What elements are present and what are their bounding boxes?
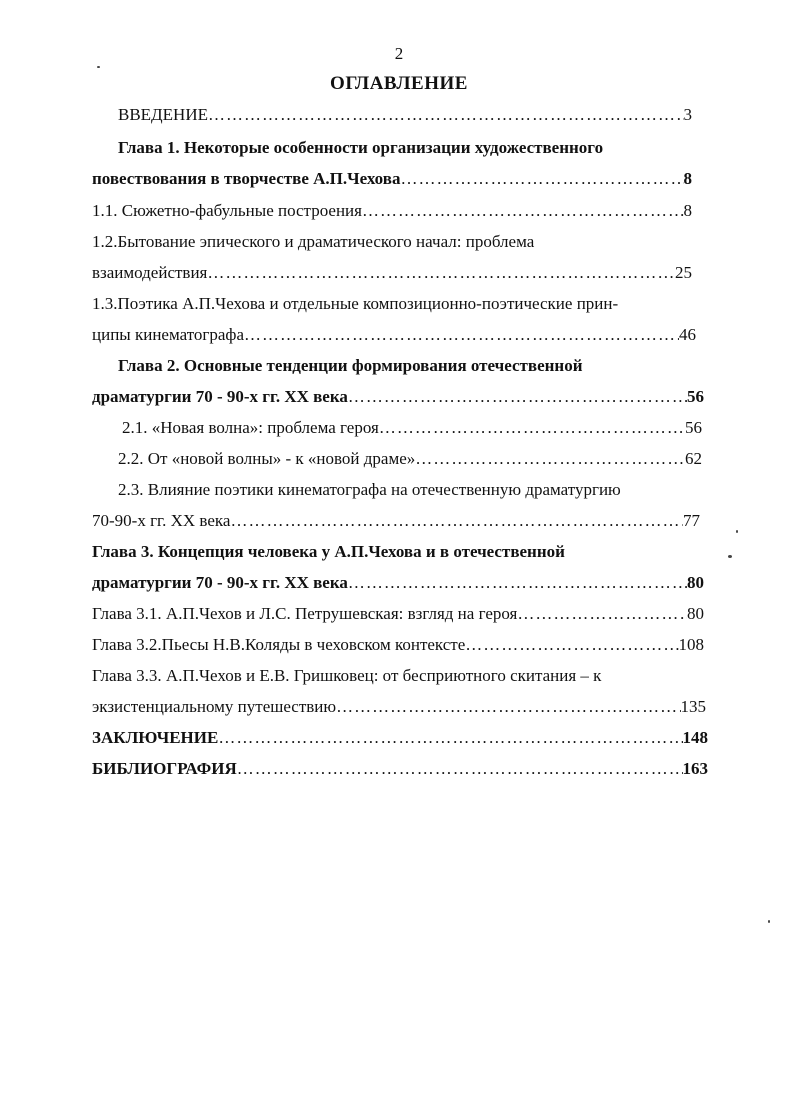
toc-entry-page: 25 xyxy=(675,263,692,282)
dot-leader xyxy=(400,167,683,191)
page-number: 2 xyxy=(394,44,404,63)
toc-entry-title: 2.2. От «новой волны» - к «новой драме» xyxy=(118,449,416,468)
toc-chapter-2-title-line-1: Глава 2. Основные тенденции формирования отечественной xyxy=(118,356,583,375)
toc-entry-title: ЗАКЛЮЧЕНИЕ xyxy=(92,728,219,747)
toc-section-1-2 xyxy=(92,261,692,285)
toc-section-1-3-title-line-1: 1.3.Поэтика А.П.Чехова и отдельные композиционно-поэтические прин- xyxy=(92,294,619,313)
toc-entry-page: 3 xyxy=(683,105,692,124)
dot-leader xyxy=(207,261,675,285)
toc-entry-title: 70-90-х гг. XX века xyxy=(92,511,231,530)
dot-leader xyxy=(465,633,678,657)
scan-speck xyxy=(97,66,100,68)
toc-entry-title: Глава 3.2.Пьесы Н.В.Коляды в чеховском контексте xyxy=(92,635,466,654)
toc-entry-page: 56 xyxy=(687,387,704,406)
toc-section-3-3-title-line-1: Глава 3.3. А.П.Чехов и Е.В. Гришковец: от бесприютного скитания – к xyxy=(92,666,602,685)
toc-entry-bibliography xyxy=(92,757,708,781)
dot-leader xyxy=(218,726,682,750)
dot-leader xyxy=(415,447,685,471)
toc-section-2-3 xyxy=(92,509,700,533)
dot-leader xyxy=(348,385,687,409)
toc-entry-page: 80 xyxy=(687,573,704,592)
toc-section-3-1 xyxy=(92,602,704,626)
toc-chapter-3-title-line-1: Глава 3. Концепция человека у А.П.Чехова и в отечественной xyxy=(92,542,565,561)
toc-entry-title: драматургии 70 - 90-х гг. XX века xyxy=(92,573,348,592)
dot-leader xyxy=(362,199,684,223)
toc-entry-introduction xyxy=(118,103,692,127)
scan-speck xyxy=(736,530,738,533)
toc-entry-title: ципы кинематографа xyxy=(92,325,244,344)
toc-entry-title: ВВЕДЕНИЕ xyxy=(118,105,208,124)
dot-leader xyxy=(348,571,687,595)
page-title: ОГЛАВЛЕНИЕ xyxy=(330,73,468,94)
scan-speck xyxy=(728,555,732,558)
toc-entry-title: 1.1. Сюжетно-фабульные построения xyxy=(92,201,362,220)
toc-section-2-1 xyxy=(122,416,702,440)
toc-entry-title: 2.1. «Новая волна»: проблема героя xyxy=(122,418,379,437)
toc-chapter-1 xyxy=(92,167,692,191)
toc-entry-page: 56 xyxy=(685,418,702,437)
toc-section-1-2-title-line-1: 1.2.Бытование эпического и драматического начал: проблема xyxy=(92,232,535,251)
toc-section-3-2 xyxy=(92,633,704,657)
toc-entry-page: 148 xyxy=(682,728,708,747)
toc-entry-title: Глава 3.1. А.П.Чехов и Л.С. Петрушевская: взгляд на героя xyxy=(92,604,518,623)
toc-entry-page: 163 xyxy=(682,759,708,778)
toc-entry-page: 62 xyxy=(685,449,702,468)
toc-section-2-3-title-line-1: 2.3. Влияние поэтики кинематографа на отечественную драматургию xyxy=(118,480,621,499)
dot-leader xyxy=(237,757,683,781)
toc-entry-title: повествования в творчестве А.П.Чехова xyxy=(92,169,401,188)
toc-entry-page: 80 xyxy=(687,604,704,623)
toc-section-1-3 xyxy=(92,323,696,347)
toc-entry-page: 8 xyxy=(683,169,692,188)
toc-section-3-3 xyxy=(92,695,706,719)
toc-entry-page: 8 xyxy=(683,201,692,220)
toc-entry-title: БИБЛИОГРАФИЯ xyxy=(92,759,237,778)
toc-chapter-2 xyxy=(92,385,704,409)
dot-leader xyxy=(230,509,683,533)
dot-leader xyxy=(336,695,680,719)
toc-entry-title: экзистенциальному путешествию xyxy=(92,697,337,716)
toc-entry-page: 77 xyxy=(683,511,700,530)
dot-leader xyxy=(517,602,687,626)
toc-entry-title: драматургии 70 - 90-х гг. XX века xyxy=(92,387,348,406)
toc-entry-page: 135 xyxy=(680,697,706,716)
scan-speck xyxy=(768,920,770,923)
toc-chapter-3 xyxy=(92,571,704,595)
toc-chapter-1-title-line-1: Глава 1. Некоторые особенности организации художественного xyxy=(118,138,604,157)
dot-leader xyxy=(208,103,684,127)
toc-entry-title: взаимодействия xyxy=(92,263,208,282)
dot-leader xyxy=(244,323,679,347)
dot-leader xyxy=(379,416,685,440)
toc-entry-page: 46 xyxy=(679,325,696,344)
toc-entry-conclusion xyxy=(92,726,708,750)
toc-section-1-1 xyxy=(92,199,692,223)
toc-section-2-2 xyxy=(118,447,702,471)
toc-entry-page: 108 xyxy=(678,635,704,654)
